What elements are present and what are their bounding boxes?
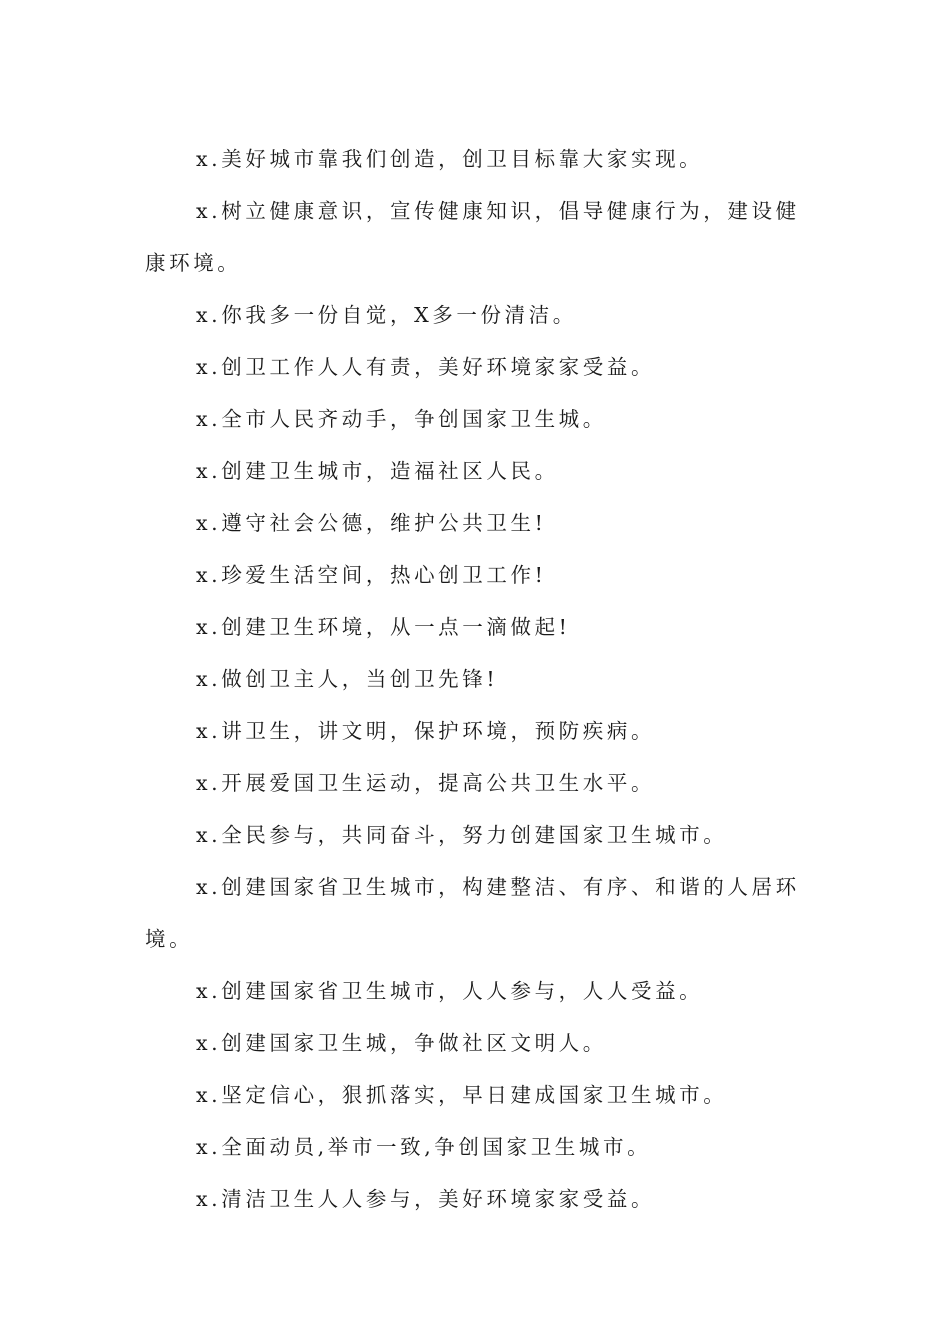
slogan-paragraph: x.坚定信心，狠抓落实，早日建成国家卫生城市。 [196, 1083, 728, 1107]
slogan-paragraph: x.创建国家省卫生城市，构建整洁、有序、和谐的人居环境。 [145, 875, 800, 951]
slogan-paragraph: x.开展爱国卫生运动，提高公共卫生水平。 [196, 771, 656, 795]
slogan-paragraph: x.做创卫主人，当创卫先锋! [196, 667, 499, 691]
slogan-paragraph: x.讲卫生，讲文明，保护环境，预防疾病。 [196, 719, 656, 743]
slogan-paragraph: x.创建国家省卫生城市，人人参与，人人受益。 [196, 979, 704, 1003]
slogan-paragraph: x.创建卫生环境，从一点一滴做起! [196, 615, 571, 639]
slogan-paragraph: x.美好城市靠我们创造，创卫目标靠大家实现。 [196, 147, 704, 171]
slogan-paragraph: x.创建卫生城市，造福社区人民。 [196, 459, 559, 483]
slogan-paragraph: x.创建国家卫生城，争做社区文明人。 [196, 1031, 607, 1055]
slogan-paragraph: x.全面动员,举市一致,争创国家卫生城市。 [196, 1135, 652, 1159]
slogan-paragraph: x.遵守社会公德，维护公共卫生! [196, 511, 547, 535]
slogan-paragraph: x.全民参与，共同奋斗，努力创建国家卫生城市。 [196, 823, 728, 847]
slogan-paragraph: x.珍爱生活空间，热心创卫工作! [196, 563, 547, 587]
slogan-paragraph: x.你我多一份自觉，X多一份清洁。 [196, 303, 577, 327]
slogan-paragraph: x.创卫工作人人有责，美好环境家家受益。 [196, 355, 656, 379]
slogan-paragraph: x.全市人民齐动手，争创国家卫生城。 [196, 407, 607, 431]
slogan-paragraph: x.树立健康意识，宣传健康知识，倡导健康行为，建设健康环境。 [145, 199, 800, 275]
document-body [145, 133, 813, 1225]
slogan-paragraph: x.清洁卫生人人参与，美好环境家家受益。 [196, 1187, 656, 1211]
